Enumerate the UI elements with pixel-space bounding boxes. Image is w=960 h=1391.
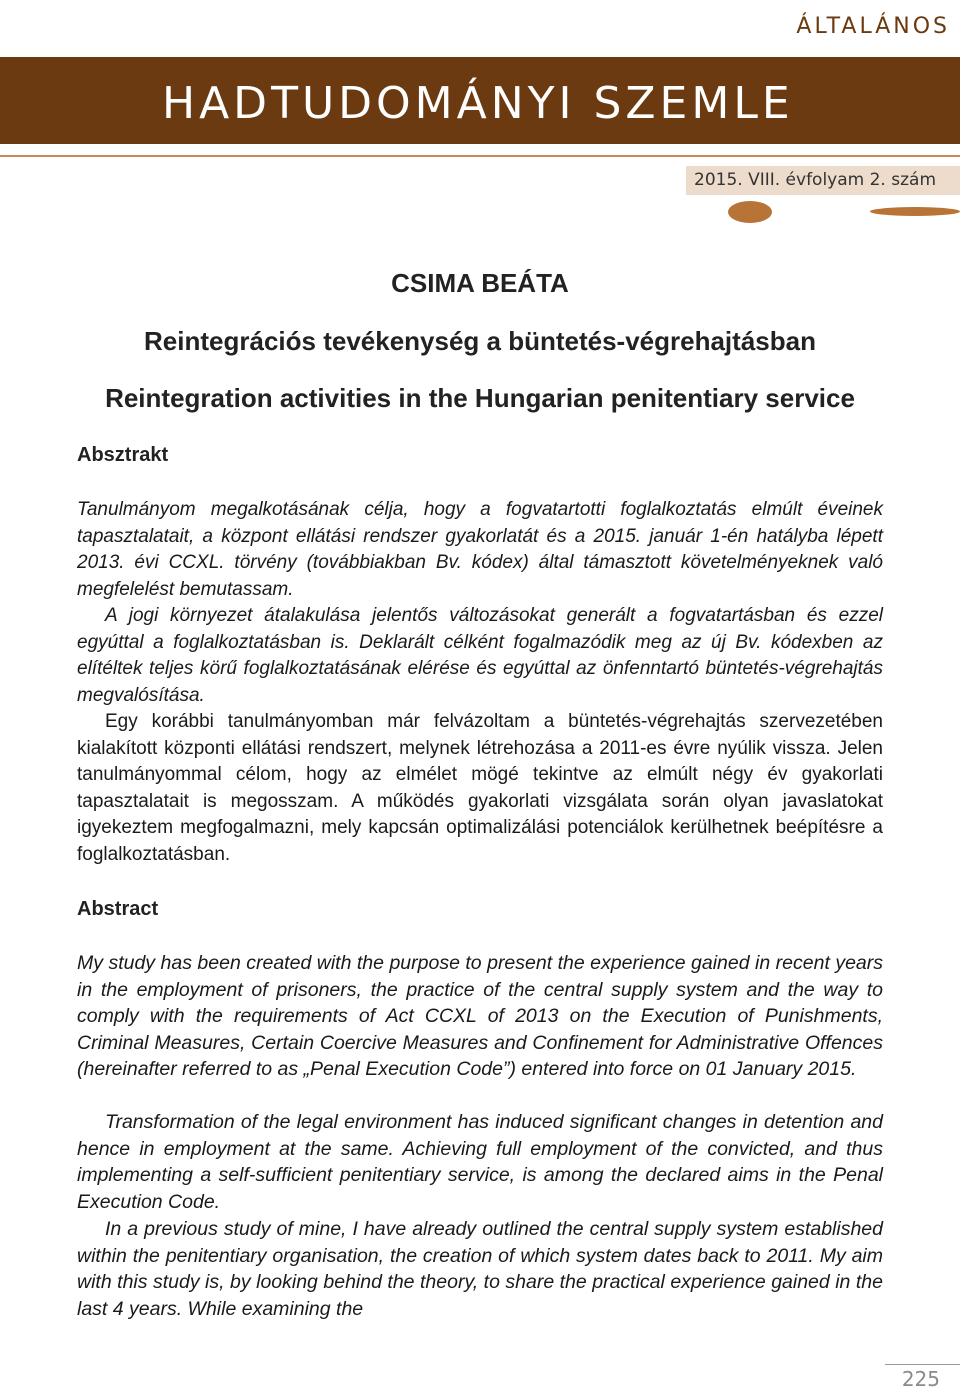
abstract-hu-paragraph-1: Tanulmányom megalkotásának célja, hogy a fogvatartotti foglalkoztatás elmúlt éveinek tapasztalatait, a központ ellátási rendszer gyakorlatát és a 2015. január 1-én hatályba lépett 2013. évi CCXL. törvény (továbbiakban Bv. kódex) által támasztott követelményeknek való megfelelést bemutassam. (77, 499, 883, 600)
author-name: CSIMA BEÁTA (391, 268, 569, 298)
abstract-en-paragraph-3: In a previous study of mine, I have already outlined the central supply system established within the penitentiary organisation, the creation of which system dates back to 2011. My aim with this study is, by looking behind the theory, to share the practical experience gained in the last 4 years. While examining the (77, 1218, 883, 1320)
abstract-en-paragraph-1: My study has been created with the purpose to present the experience gained in recent years in the employment of prisoners, the practice of the central supply system and the way to comply with the requirements of Act CCXL of 2013 on the Execution of Punishments, Criminal Measures, Certain Coercive Measures and Confinement for Administrative Offences (hereinafter referred to as „Penal Execution Code”) entered into force on 01 January 2015. (77, 952, 883, 1080)
decorative-dot-large (728, 201, 772, 223)
page-number: 225 (901, 1367, 940, 1391)
header-divider (0, 155, 960, 157)
abstract-hu-paragraph-3: Egy korábbi tanulmányomban már felvázoltam a büntetés-végrehajtás szervezetében kialakított központi ellátási rendszert, melynek létrehozása a 2011-es évre nyúlik vissza. Jelen tanulmányommal célom, hogy az elmélet mögé tekintve az elmúlt négy év gyakorlati tapasztalatait is megosszam. A működés gyakorlati vizsgálata során olyan javaslatokat igyekeztem megfogalmazni, mely kapcsán optimalizálási potenciálok kerülhetnek beépítésre a foglalkoztatásban. (77, 711, 883, 865)
abstract-hu-heading: Absztrakt (77, 444, 169, 466)
page-number-rule (885, 1364, 960, 1365)
decorative-dot-small (870, 207, 960, 216)
abstract-hu-paragraph-2: A jogi környezet átalakulása jelentős változásokat generált a fogvatartásban és ezzel egyúttal a foglalkoztatásban is. Deklarált célként fogalmazódik meg az új Bv. kódexben az elítéltek teljes körű foglalkoztatásának elérése és egyúttal az önfenntartó büntetés-végrehajtás megvalósítása. (77, 605, 883, 706)
abstract-en-heading: Abstract (77, 898, 159, 920)
journal-title: HADTUDOMÁNYI SZEMLE (162, 78, 794, 129)
section-label: ÁLTALÁNOS (796, 14, 950, 39)
title-hungarian: Reintegrációs tevékenység a büntetés-végrehajtásban (144, 326, 816, 356)
title-english: Reintegration activities in the Hungarian penitentiary service (105, 383, 855, 413)
abstract-en-paragraph-2: Transformation of the legal environment has induced significant changes in detention and hence in employment at the same. Achieving full employment of the convicted, and thus implementing a self-sufficient penitentiary service, is among the declared aims in the Penal Execution Code. (77, 1111, 883, 1213)
issue-info: 2015. VIII. évfolyam 2. szám (694, 170, 937, 190)
